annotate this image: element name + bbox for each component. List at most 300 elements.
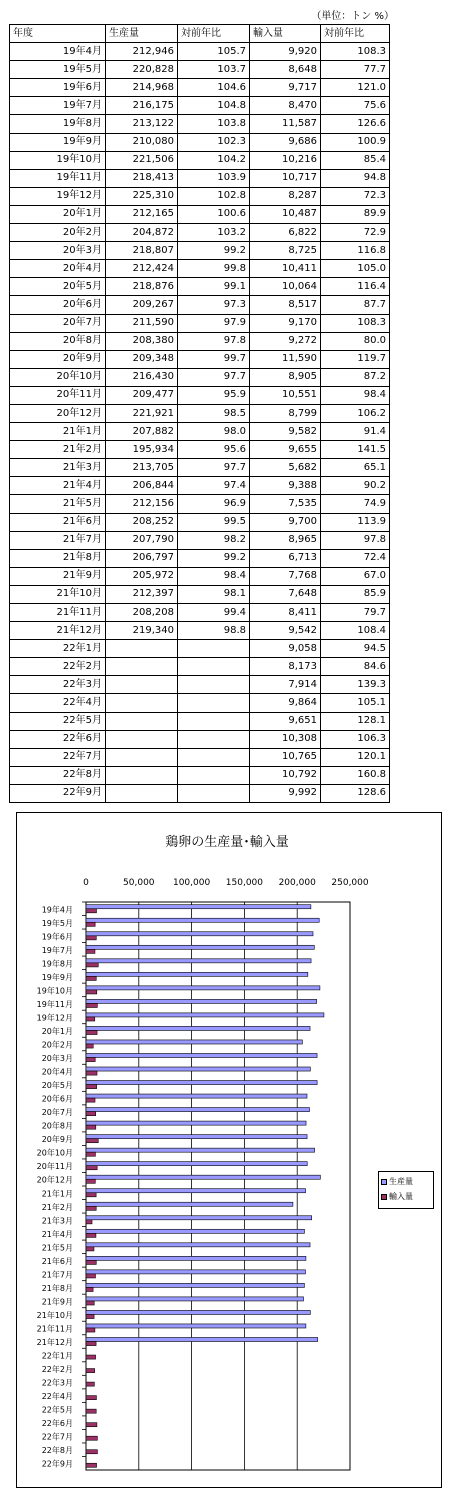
table-cell: 106.3 [321, 730, 390, 748]
bar-production [86, 986, 320, 990]
bar-production [86, 1081, 317, 1085]
bar-import [86, 976, 96, 980]
bar-import [86, 1274, 95, 1278]
bar-production [86, 918, 319, 922]
bar-production [86, 1256, 306, 1260]
table-cell: 97.8 [178, 332, 250, 350]
table-cell: 9,272 [250, 332, 321, 350]
table-cell: 208,380 [106, 332, 178, 350]
bar-production [86, 1337, 318, 1341]
table-cell: 102.8 [178, 187, 250, 205]
y-category-label: 21年10月 [36, 1310, 73, 1320]
bar-production [86, 1026, 310, 1030]
table-cell: 87.7 [321, 296, 390, 314]
table-cell: 9,686 [250, 133, 321, 151]
y-category-label: 19年5月 [41, 918, 73, 928]
unit-label: （単位：トン %） [311, 11, 394, 22]
table-cell: 97.4 [178, 477, 250, 495]
bar-import [86, 1098, 95, 1102]
table-cell: 98.5 [178, 404, 250, 422]
table-cell: 79.7 [321, 604, 390, 622]
y-category-label: 21年3月 [41, 1216, 73, 1226]
y-category-label: 21年2月 [41, 1202, 73, 1212]
row-period-cell: 19年12月 [10, 187, 106, 205]
bar-import [86, 1152, 95, 1156]
table-cell: 97.3 [178, 296, 250, 314]
y-category-label: 21年1月 [41, 1189, 73, 1199]
bar-import [86, 1463, 97, 1467]
y-category-label: 19年9月 [41, 972, 73, 982]
table-cell: 208,252 [106, 513, 178, 531]
table-cell: 91.4 [321, 423, 390, 441]
bar-import [86, 1179, 95, 1183]
legend-label-production: 生産量 [389, 1177, 413, 1186]
y-category-label: 22年5月 [41, 1405, 73, 1415]
table-cell: 9,655 [250, 441, 321, 459]
table-cell: 207,882 [106, 423, 178, 441]
legend-swatch-import [381, 1194, 387, 1200]
table-cell: 218,413 [106, 169, 178, 187]
table-cell: 103.9 [178, 169, 250, 187]
row-period-cell: 20年11月 [10, 386, 106, 404]
row-period-cell: 20年4月 [10, 260, 106, 278]
table-cell: 98.8 [178, 622, 250, 640]
bar-production [86, 1202, 293, 1206]
bar-production [86, 959, 311, 963]
table-cell: 8,470 [250, 97, 321, 115]
bar-import [86, 922, 95, 926]
x-tick-label: 100,000 [172, 878, 211, 888]
y-category-label: 20年8月 [41, 1121, 73, 1131]
table-cell: 9,864 [250, 694, 321, 712]
y-category-label: 22年8月 [41, 1446, 73, 1456]
y-category-label: 19年12月 [36, 1013, 73, 1023]
bar-production [86, 1148, 315, 1152]
row-period-cell: 21年8月 [10, 549, 106, 567]
row-period-cell: 20年6月 [10, 296, 106, 314]
row-period-cell: 21年5月 [10, 495, 106, 513]
row-period-cell: 22年7月 [10, 748, 106, 766]
table-cell: 207,790 [106, 531, 178, 549]
table-cell: 121.0 [321, 79, 390, 97]
table-cell: 74.9 [321, 495, 390, 513]
bar-production [86, 1324, 306, 1328]
column-header: 輸入量 [250, 25, 321, 43]
table-cell: 10,411 [250, 260, 321, 278]
table-cell: 195,934 [106, 441, 178, 459]
table-cell: 85.4 [321, 151, 390, 169]
table-cell: 213,705 [106, 459, 178, 477]
table-cell: 99.2 [178, 242, 250, 260]
table-cell: 104.8 [178, 97, 250, 115]
bar-production [86, 1067, 310, 1071]
legend [378, 1171, 434, 1209]
y-category-label: 21年6月 [41, 1256, 73, 1266]
table-cell: 99.2 [178, 549, 250, 567]
bar-import [86, 1355, 96, 1359]
table-cell: 116.4 [321, 278, 390, 296]
table-cell: 9,992 [250, 784, 321, 802]
y-category-label: 22年7月 [41, 1432, 73, 1442]
row-period-cell: 22年4月 [10, 694, 106, 712]
bar-import [86, 1003, 97, 1007]
bar-production [86, 1162, 307, 1166]
y-category-label: 22年3月 [41, 1378, 73, 1388]
bar-import [86, 1342, 96, 1346]
row-period-cell: 21年7月 [10, 531, 106, 549]
table-cell: 160.8 [321, 766, 390, 784]
table-cell: 90.2 [321, 477, 390, 495]
bar-import [86, 1085, 97, 1089]
row-period-cell: 20年8月 [10, 332, 106, 350]
y-category-label: 22年4月 [41, 1392, 73, 1402]
y-category-label: 21年8月 [41, 1283, 73, 1293]
table-cell: 8,517 [250, 296, 321, 314]
table-cell: 9,717 [250, 79, 321, 97]
table-cell: 105.0 [321, 260, 390, 278]
table-cell: 208,208 [106, 604, 178, 622]
table-cell: 206,797 [106, 549, 178, 567]
table-cell: 8,799 [250, 404, 321, 422]
table-cell: 8,905 [250, 368, 321, 386]
table-cell: 9,582 [250, 423, 321, 441]
table-cell: 120.1 [321, 748, 390, 766]
y-category-label: 22年6月 [41, 1419, 73, 1429]
bar-production [86, 1053, 317, 1057]
table-cell: 108.3 [321, 43, 390, 61]
row-period-cell: 19年6月 [10, 79, 106, 97]
table-cell: 119.7 [321, 350, 390, 368]
table-cell: 218,807 [106, 242, 178, 260]
bar-import [86, 1314, 94, 1318]
table-cell: 98.2 [178, 531, 250, 549]
column-header: 対前年比 [178, 25, 250, 43]
y-category-label: 22年9月 [41, 1459, 73, 1469]
row-period-cell: 22年9月 [10, 784, 106, 802]
table-cell: 9,058 [250, 640, 321, 658]
table-cell: 113.9 [321, 513, 390, 531]
row-period-cell: 22年1月 [10, 640, 106, 658]
table-cell: 8,411 [250, 604, 321, 622]
table-cell: 97.8 [321, 531, 390, 549]
table-cell: 216,175 [106, 97, 178, 115]
table-cell: 213,122 [106, 115, 178, 133]
y-category-label: 20年2月 [41, 1040, 73, 1050]
table-cell: 7,648 [250, 585, 321, 603]
column-header: 年度 [10, 25, 106, 43]
row-period-cell: 21年10月 [10, 585, 106, 603]
bar-import [86, 1423, 97, 1427]
legend-swatch-production [381, 1179, 387, 1185]
table-cell: 7,914 [250, 676, 321, 694]
bar-production [86, 999, 317, 1003]
y-category-label: 20年1月 [41, 1026, 73, 1036]
row-period-cell: 22年8月 [10, 766, 106, 784]
table-cell: 9,700 [250, 513, 321, 531]
y-category-label: 20年4月 [41, 1067, 73, 1077]
table-cell: 218,876 [106, 278, 178, 296]
table-cell: 94.5 [321, 640, 390, 658]
bar-import [86, 1260, 96, 1264]
row-period-cell: 19年7月 [10, 97, 106, 115]
table-cell: 98.0 [178, 423, 250, 441]
table-cell: 6,713 [250, 549, 321, 567]
bar-production [86, 1216, 312, 1220]
y-category-label: 21年12月 [36, 1338, 73, 1348]
table-cell: 72.9 [321, 224, 390, 242]
bar-import [86, 1166, 97, 1170]
table-cell: 219,340 [106, 622, 178, 640]
x-tick-label: 150,000 [225, 878, 264, 888]
table-cell: 85.9 [321, 585, 390, 603]
row-period-cell: 21年6月 [10, 513, 106, 531]
bar-production [86, 1243, 310, 1247]
table-cell: 221,921 [106, 404, 178, 422]
bar-import [86, 1409, 96, 1413]
table-cell: 9,388 [250, 477, 321, 495]
table-cell: 212,424 [106, 260, 178, 278]
y-category-label: 20年9月 [41, 1135, 73, 1145]
bar-production [86, 972, 308, 976]
table-cell: 100.9 [321, 133, 390, 151]
table-cell: 139.3 [321, 676, 390, 694]
table-cell: 65.1 [321, 459, 390, 477]
bar-import [86, 936, 96, 940]
y-category-label: 20年7月 [41, 1108, 73, 1118]
table-cell: 10,717 [250, 169, 321, 187]
y-category-label: 20年11月 [36, 1162, 73, 1172]
bar-production [86, 1189, 306, 1193]
row-period-cell: 19年10月 [10, 151, 106, 169]
table-cell: 8,725 [250, 242, 321, 260]
table-cell: 94.8 [321, 169, 390, 187]
table-cell: 105.1 [321, 694, 390, 712]
table-cell: 102.3 [178, 133, 250, 151]
y-category-label: 22年2月 [41, 1365, 73, 1375]
row-period-cell: 21年11月 [10, 604, 106, 622]
bar-production [86, 1121, 306, 1125]
y-category-label: 21年7月 [41, 1270, 73, 1280]
table-cell: 7,535 [250, 495, 321, 513]
bar-production [86, 932, 313, 936]
bar-import [86, 1058, 95, 1062]
bar-import [86, 990, 97, 994]
bar-import [86, 1233, 96, 1237]
table-cell: 9,920 [250, 43, 321, 61]
table-cell: 212,156 [106, 495, 178, 513]
row-period-cell: 19年4月 [10, 43, 106, 61]
table-cell: 204,872 [106, 224, 178, 242]
row-period-cell: 21年12月 [10, 622, 106, 640]
table-cell: 105.7 [178, 43, 250, 61]
row-period-cell: 22年5月 [10, 712, 106, 730]
table-cell: 104.6 [178, 79, 250, 97]
row-period-cell: 22年6月 [10, 730, 106, 748]
row-period-cell: 20年7月 [10, 314, 106, 332]
table-cell: 10,765 [250, 748, 321, 766]
y-category-label: 19年4月 [41, 905, 73, 915]
bar-production [86, 1175, 320, 1179]
row-period-cell: 21年9月 [10, 567, 106, 585]
table-cell: 103.8 [178, 115, 250, 133]
bar-import [86, 1328, 95, 1332]
table-cell: 72.3 [321, 187, 390, 205]
x-tick-label: 0 [83, 878, 89, 888]
table-cell: 80.0 [321, 332, 390, 350]
bar-import [86, 1436, 97, 1440]
bar-import [86, 1206, 96, 1210]
table-cell: 97.9 [178, 314, 250, 332]
table-cell: 10,308 [250, 730, 321, 748]
bar-production [86, 1297, 304, 1301]
table-cell: 98.4 [178, 567, 250, 585]
y-category-label: 19年8月 [41, 959, 73, 969]
table-cell: 209,267 [106, 296, 178, 314]
bar-production [86, 905, 311, 909]
table-cell: 106.2 [321, 404, 390, 422]
bar-import [86, 1382, 94, 1386]
bar-import [86, 1112, 96, 1116]
row-period-cell: 20年2月 [10, 224, 106, 242]
table-cell: 206,844 [106, 477, 178, 495]
bar-import [86, 1139, 98, 1143]
table-cell: 89.9 [321, 205, 390, 223]
table-cell: 75.6 [321, 97, 390, 115]
table-cell: 10,487 [250, 205, 321, 223]
bar-import [86, 1044, 93, 1048]
table-cell: 214,968 [106, 79, 178, 97]
table-cell: 5,682 [250, 459, 321, 477]
table-cell: 103.7 [178, 61, 250, 79]
bar-production [86, 1108, 309, 1112]
y-category-label: 21年5月 [41, 1243, 73, 1253]
row-period-cell: 22年2月 [10, 658, 106, 676]
table-cell: 9,542 [250, 622, 321, 640]
x-tick-label: 200,000 [278, 878, 316, 888]
y-category-label: 22年1月 [41, 1351, 73, 1361]
table-cell: 8,965 [250, 531, 321, 549]
bar-import [86, 1247, 94, 1251]
table-cell: 10,216 [250, 151, 321, 169]
table-cell: 128.6 [321, 784, 390, 802]
bar-production [86, 1283, 304, 1287]
table-cell: 6,822 [250, 224, 321, 242]
legend-label-import: 輸入量 [389, 1192, 413, 1201]
table-cell: 95.9 [178, 386, 250, 404]
table-cell: 212,946 [106, 43, 178, 61]
y-category-label: 20年12月 [36, 1175, 73, 1185]
bar-import [86, 1396, 96, 1400]
table-cell: 67.0 [321, 567, 390, 585]
table-cell: 72.4 [321, 549, 390, 567]
row-period-cell: 20年12月 [10, 404, 106, 422]
row-period-cell: 21年3月 [10, 459, 106, 477]
table-cell: 209,477 [106, 386, 178, 404]
row-period-cell: 21年1月 [10, 423, 106, 441]
table-cell: 141.5 [321, 441, 390, 459]
bar-import [86, 1220, 92, 1224]
table-cell: 108.3 [321, 314, 390, 332]
legend-item-import [381, 1189, 431, 1204]
table-cell: 99.1 [178, 278, 250, 296]
table-cell: 97.7 [178, 368, 250, 386]
table-cell: 10,064 [250, 278, 321, 296]
table-cell: 210,080 [106, 133, 178, 151]
table-cell: 103.2 [178, 224, 250, 242]
row-period-cell: 20年10月 [10, 368, 106, 386]
legend-item-production [381, 1174, 431, 1189]
table-cell: 209,348 [106, 350, 178, 368]
bar-import [86, 1017, 95, 1021]
bar-production [86, 945, 314, 949]
row-period-cell: 19年11月 [10, 169, 106, 187]
table-cell: 8,648 [250, 61, 321, 79]
table-cell: 99.8 [178, 260, 250, 278]
y-category-label: 19年6月 [41, 932, 73, 942]
row-period-cell: 20年9月 [10, 350, 106, 368]
bar-import [86, 949, 95, 953]
table-cell: 99.5 [178, 513, 250, 531]
row-period-cell: 20年5月 [10, 278, 106, 296]
table-cell: 9,170 [250, 314, 321, 332]
table-cell: 221,506 [106, 151, 178, 169]
table-cell: 8,287 [250, 187, 321, 205]
table-cell: 98.1 [178, 585, 250, 603]
table-cell: 7,768 [250, 567, 321, 585]
table-cell: 8,173 [250, 658, 321, 676]
bar-import [86, 1301, 94, 1305]
row-period-cell: 21年2月 [10, 441, 106, 459]
y-category-label: 19年11月 [36, 999, 73, 1009]
table-cell: 11,587 [250, 115, 321, 133]
bar-production [86, 1135, 307, 1139]
x-tick-label: 50,000 [123, 878, 155, 888]
bar-import [86, 963, 98, 967]
table-cell: 9,651 [250, 712, 321, 730]
table-cell: 108.4 [321, 622, 390, 640]
y-category-label: 20年3月 [41, 1054, 73, 1064]
table-cell: 216,430 [106, 368, 178, 386]
table-cell: 10,792 [250, 766, 321, 784]
bar-import [86, 1369, 95, 1373]
table-cell: 99.7 [178, 350, 250, 368]
y-category-label: 20年10月 [36, 1148, 73, 1158]
table-cell: 205,972 [106, 567, 178, 585]
bar-import [86, 1071, 97, 1075]
table-cell: 87.2 [321, 368, 390, 386]
table-cell: 116.8 [321, 242, 390, 260]
row-period-cell: 19年8月 [10, 115, 106, 133]
y-category-label: 20年5月 [41, 1081, 73, 1091]
table-cell: 98.4 [321, 386, 390, 404]
chart-title: 鶏卵の生産量･輸入量 [165, 835, 289, 850]
y-category-label: 19年10月 [36, 986, 73, 996]
row-period-cell: 20年1月 [10, 205, 106, 223]
row-period-cell: 22年3月 [10, 676, 106, 694]
table-cell: 126.6 [321, 115, 390, 133]
table-cell: 99.4 [178, 604, 250, 622]
table-cell: 220,828 [106, 61, 178, 79]
table-cell: 211,590 [106, 314, 178, 332]
bar-import [86, 1287, 93, 1291]
table-cell: 96.9 [178, 495, 250, 513]
table-cell: 104.2 [178, 151, 250, 169]
bar-import [86, 1450, 97, 1454]
table-cell: 84.6 [321, 658, 390, 676]
table-cell: 77.7 [321, 61, 390, 79]
y-category-label: 21年9月 [41, 1297, 73, 1307]
x-tick-label: 250,000 [331, 878, 369, 888]
